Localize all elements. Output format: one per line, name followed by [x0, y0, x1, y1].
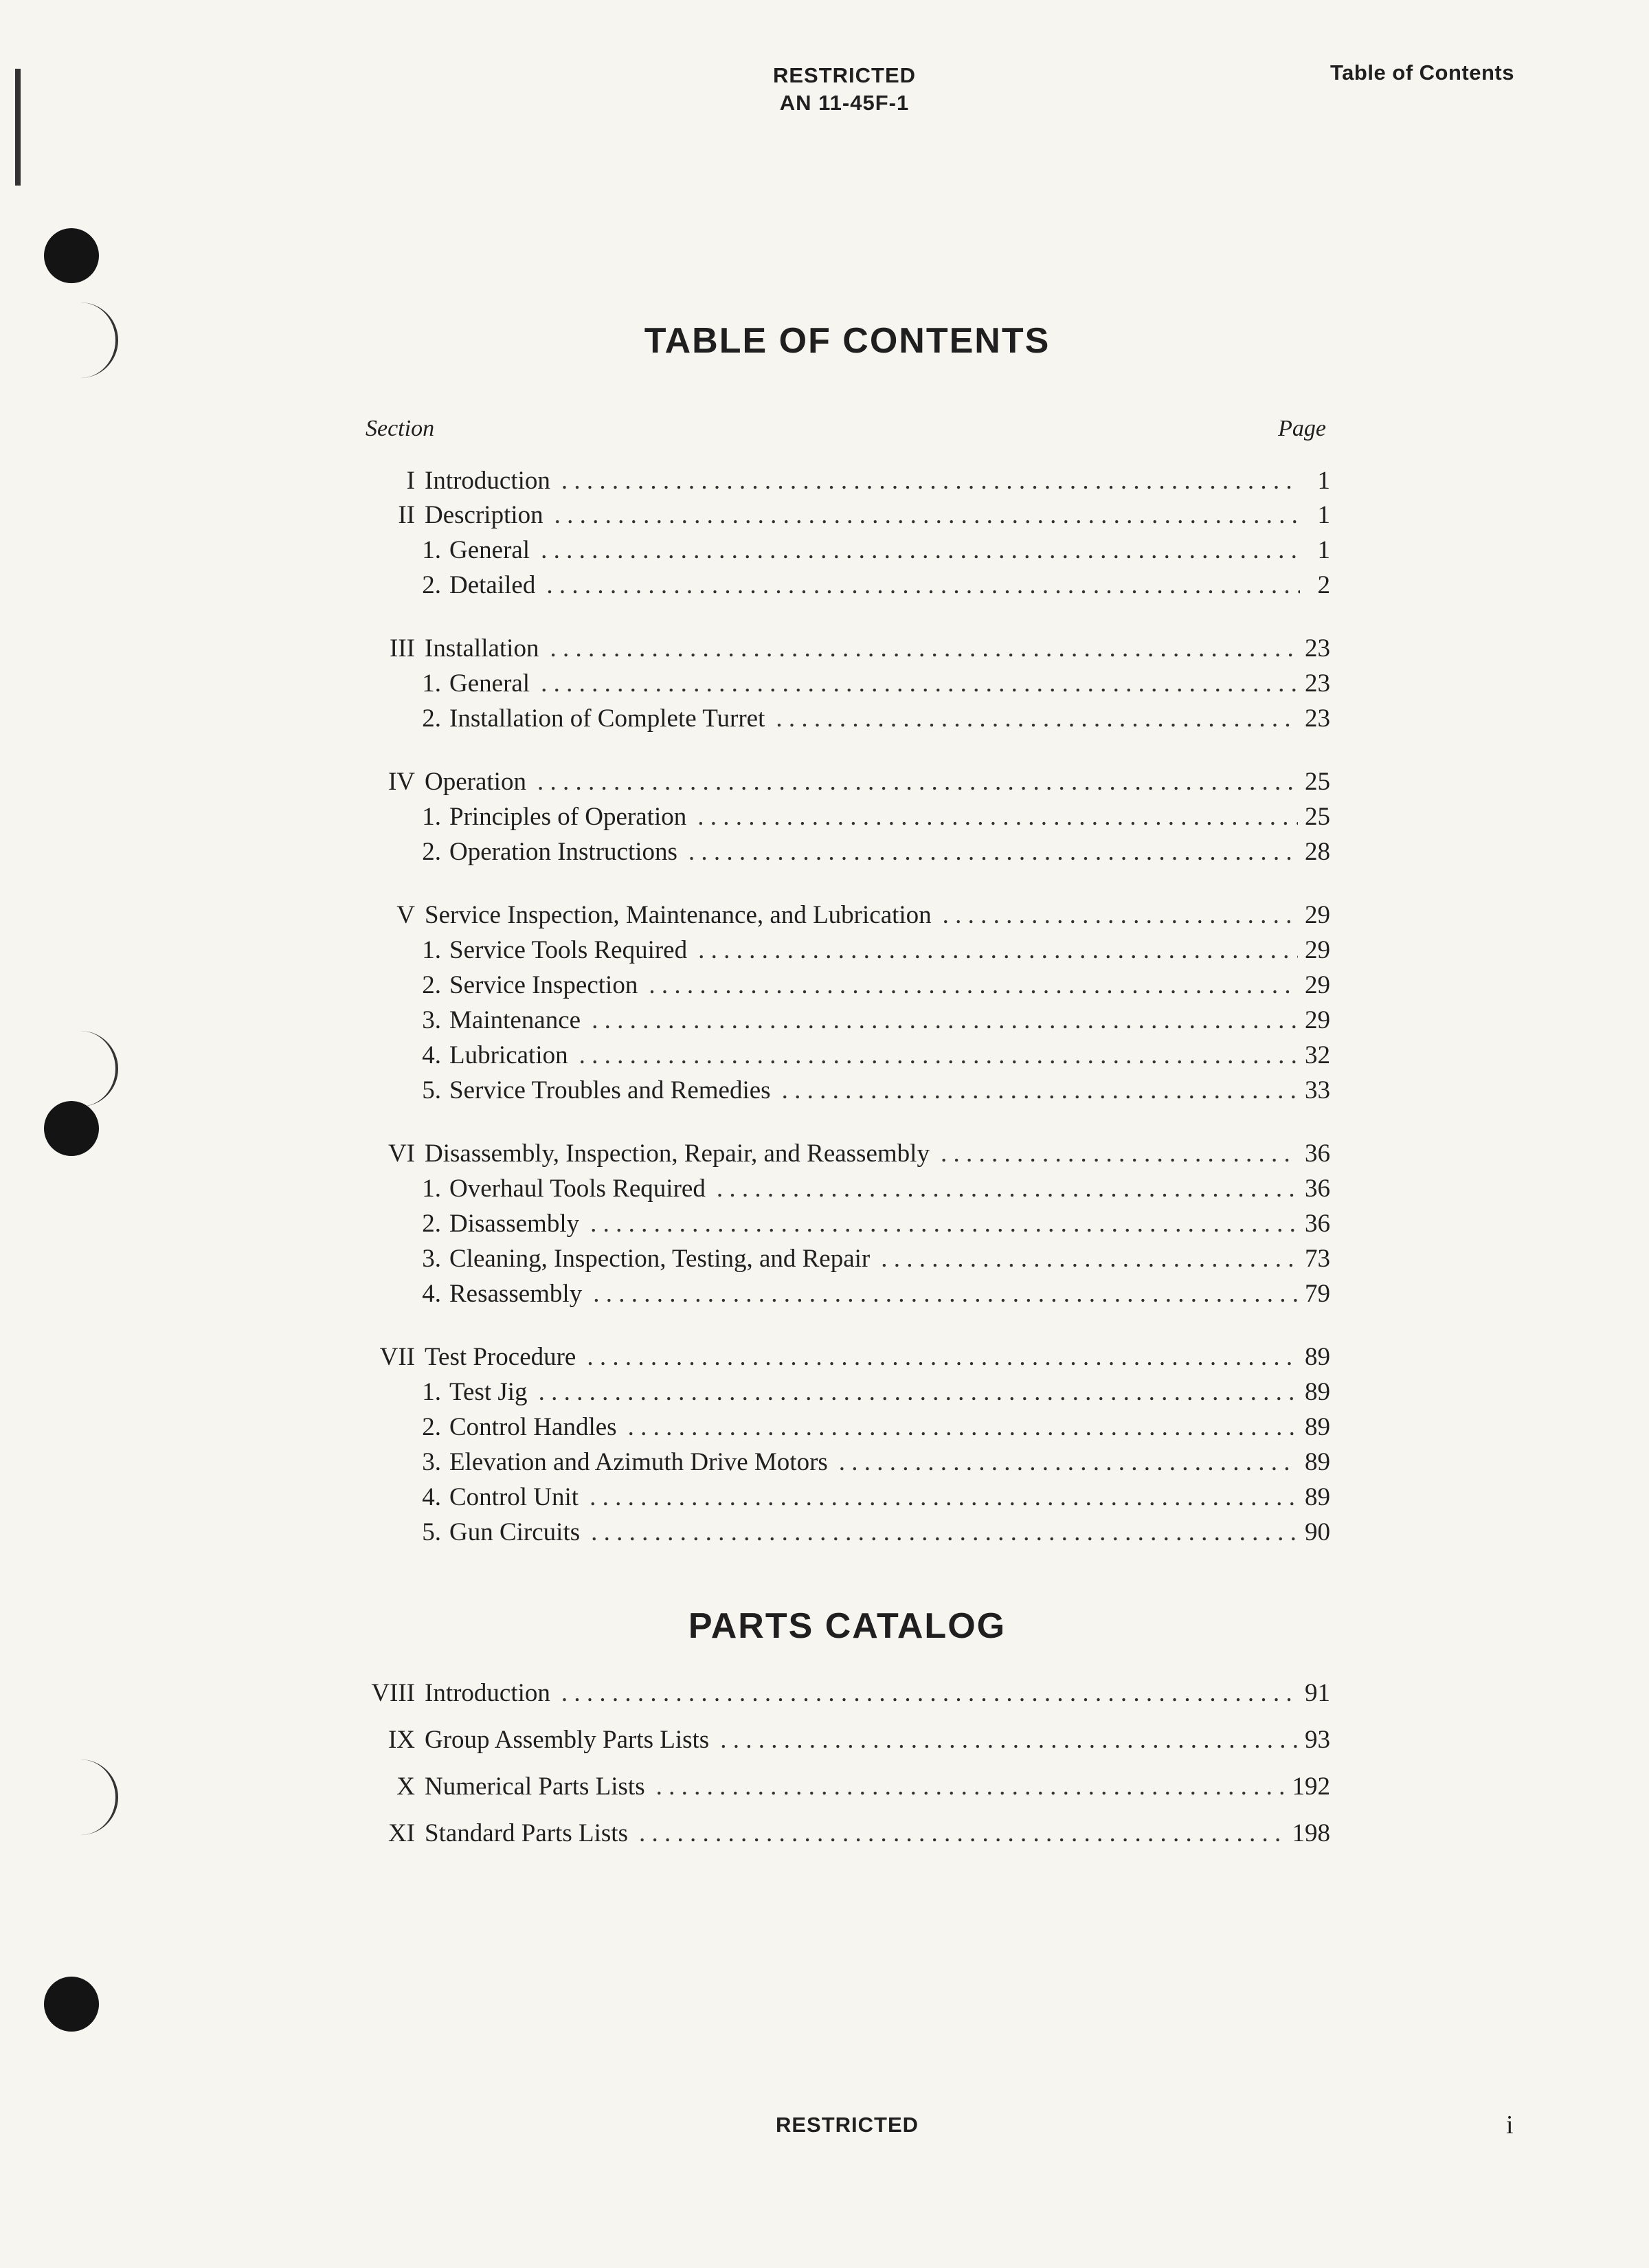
footer-classification: RESTRICTED — [775, 2113, 919, 2137]
binder-hole-middle — [44, 1101, 99, 1156]
entry-page-number: 29 — [1305, 1006, 1330, 1034]
entry-page-number: 89 — [1305, 1343, 1330, 1371]
toc-entry — [316, 704, 1330, 738]
entry-title: Test Jig — [449, 1378, 528, 1406]
toc-entry — [316, 900, 1330, 935]
entry-page-number: 25 — [1305, 768, 1330, 796]
parts-entry — [316, 1678, 1330, 1713]
toc-entry — [316, 1342, 1330, 1377]
dot-leader — [579, 1041, 1298, 1070]
entry-page-number: 192 — [1292, 1772, 1330, 1801]
entry-title: Installation — [425, 634, 539, 663]
toc-entry — [316, 1377, 1330, 1412]
entry-title: Introduction — [425, 467, 550, 495]
entry-title: Detailed — [449, 571, 536, 599]
subsection-number: 1. — [422, 1175, 441, 1203]
toc-entry — [316, 1244, 1330, 1278]
toc-entry — [316, 669, 1330, 703]
subsection-number: 2. — [422, 704, 441, 733]
entry-title: Principles of Operation — [449, 803, 687, 831]
dot-leader — [639, 1819, 1286, 1848]
subsection-number: 4. — [422, 1041, 441, 1069]
entry-page-number: 198 — [1292, 1819, 1330, 1847]
section-number: XI — [388, 1819, 415, 1847]
binder-arc-middle — [67, 1031, 118, 1107]
entry-title: Cleaning, Inspection, Testing, and Repair — [449, 1245, 871, 1273]
entry-page-number: 28 — [1305, 838, 1330, 866]
column-header-section: Section — [366, 416, 435, 441]
entry-page-number: 29 — [1305, 936, 1330, 964]
entry-page-number: 29 — [1305, 971, 1330, 999]
section-number: III — [390, 634, 415, 663]
dot-leader — [941, 1139, 1298, 1168]
toc-title: TABLE OF CONTENTS — [644, 321, 1051, 361]
header-document-number: AN 11-45F-1 — [779, 91, 910, 115]
dot-leader — [839, 1447, 1298, 1477]
section-number: VII — [379, 1343, 415, 1371]
entry-title: General — [449, 536, 530, 564]
subsection-number: 3. — [422, 1448, 441, 1476]
entry-page-number: 1 — [1317, 501, 1330, 529]
entry-title: Gun Circuits — [449, 1518, 581, 1546]
toc-entry — [316, 535, 1330, 570]
subsection-number: 1. — [422, 803, 441, 831]
entry-page-number: 33 — [1305, 1076, 1330, 1104]
entry-page-number: 23 — [1305, 704, 1330, 733]
section-number: X — [396, 1772, 415, 1801]
parts-entry — [316, 1772, 1330, 1806]
entry-title: Operation Instructions — [449, 838, 677, 866]
toc-entry — [316, 1174, 1330, 1208]
entry-title: Standard Parts Lists — [425, 1819, 628, 1847]
section-number: IV — [388, 768, 415, 796]
entry-title: Lubrication — [449, 1041, 568, 1069]
parts-entry — [316, 1819, 1330, 1853]
entry-title: Maintenance — [449, 1006, 581, 1034]
toc-entry — [316, 767, 1330, 801]
binder-arc-lower — [67, 1759, 118, 1835]
section-number: VIII — [371, 1679, 415, 1707]
dot-leader — [593, 1279, 1298, 1309]
entry-title: Control Handles — [449, 1413, 617, 1441]
toc-entry — [316, 500, 1330, 535]
subsection-number: 1. — [422, 1378, 441, 1406]
entry-title: Service Inspection, Maintenance, and Lubrication — [425, 901, 932, 929]
subsection-number: 2. — [422, 1210, 441, 1238]
section-number: IX — [388, 1726, 415, 1754]
toc-entry — [316, 1482, 1330, 1517]
entry-title: Service Inspection — [449, 971, 638, 999]
entry-page-number: 1 — [1317, 536, 1330, 564]
section-number: II — [398, 501, 415, 529]
section-number: V — [396, 901, 415, 929]
dot-leader — [649, 970, 1298, 1000]
entry-title: Resassembly — [449, 1280, 583, 1308]
toc-entry — [316, 1041, 1330, 1075]
entry-title: Operation — [425, 768, 526, 796]
running-head: Table of Contents — [1330, 60, 1514, 85]
entry-page-number: 93 — [1305, 1726, 1330, 1754]
subsection-number: 2. — [422, 571, 441, 599]
entry-title: Disassembly — [449, 1210, 580, 1238]
column-header-page: Page — [1278, 416, 1326, 441]
subsection-number: 2. — [422, 971, 441, 999]
entry-page-number: 91 — [1305, 1679, 1330, 1707]
dot-leader — [782, 1076, 1298, 1105]
subsection-number: 1. — [422, 669, 441, 698]
subsection-number: 2. — [422, 1413, 441, 1441]
entry-page-number: 90 — [1305, 1518, 1330, 1546]
entry-page-number: 89 — [1305, 1448, 1330, 1476]
entry-title: Elevation and Azimuth Drive Motors — [449, 1448, 828, 1476]
entry-page-number: 32 — [1305, 1041, 1330, 1069]
header-classification: RESTRICTED — [772, 63, 917, 87]
dot-leader — [881, 1244, 1298, 1274]
entry-page-number: 23 — [1305, 634, 1330, 663]
entry-title: Control Unit — [449, 1483, 579, 1511]
dot-leader — [656, 1772, 1286, 1801]
dot-leader — [698, 935, 1298, 965]
entry-title: Test Procedure — [425, 1343, 576, 1371]
entry-page-number: 89 — [1305, 1413, 1330, 1441]
entry-title: General — [449, 669, 530, 698]
entry-page-number: 89 — [1305, 1378, 1330, 1406]
dot-leader — [688, 837, 1298, 867]
entry-title: Disassembly, Inspection, Repair, and Reassembly — [425, 1139, 930, 1168]
toc-entry — [316, 1005, 1330, 1040]
section-number: VI — [388, 1139, 415, 1168]
parts-entry — [316, 1725, 1330, 1759]
subsection-number: 3. — [422, 1006, 441, 1034]
entry-page-number: 89 — [1305, 1483, 1330, 1511]
toc-entry — [316, 570, 1330, 605]
subsection-number: 3. — [422, 1245, 441, 1273]
entry-page-number: 1 — [1317, 467, 1330, 495]
dot-leader — [720, 1725, 1298, 1755]
toc-entry — [316, 970, 1330, 1005]
subsection-number: 4. — [422, 1483, 441, 1511]
section-number: I — [406, 467, 415, 495]
toc-entry — [316, 837, 1330, 871]
toc-entry — [316, 634, 1330, 668]
entry-title: Group Assembly Parts Lists — [425, 1726, 710, 1754]
subsection-number: 2. — [422, 838, 441, 866]
subsection-number: 4. — [422, 1280, 441, 1308]
toc-entry — [316, 935, 1330, 970]
page-number: i — [1506, 2111, 1514, 2139]
binder-hole-top — [44, 228, 99, 283]
entry-page-number: 29 — [1305, 901, 1330, 929]
dot-leader — [587, 1342, 1298, 1372]
toc-entry — [316, 1412, 1330, 1447]
dot-leader — [776, 704, 1298, 733]
subsection-number: 1. — [422, 536, 441, 564]
entry-page-number: 36 — [1305, 1210, 1330, 1238]
dot-leader — [539, 1377, 1298, 1407]
dot-leader — [541, 535, 1300, 565]
subsection-number: 5. — [422, 1076, 441, 1104]
dot-leader — [546, 570, 1300, 600]
toc-entry — [316, 1209, 1330, 1243]
parts-catalog-title: PARTS CATALOG — [688, 1606, 1007, 1646]
toc-entry — [316, 1076, 1330, 1110]
entry-title: Service Tools Required — [449, 936, 688, 964]
entry-title: Installation of Complete Turret — [449, 704, 765, 733]
toc-entry — [316, 466, 1330, 500]
entry-page-number: 25 — [1305, 803, 1330, 831]
entry-title: Introduction — [425, 1679, 550, 1707]
toc-entry — [316, 1517, 1330, 1552]
toc-entry — [316, 1139, 1330, 1173]
entry-page-number: 23 — [1305, 669, 1330, 698]
dot-leader — [697, 802, 1298, 832]
toc-entry — [316, 1279, 1330, 1313]
entry-title: Overhaul Tools Required — [449, 1175, 706, 1203]
dot-leader — [717, 1174, 1298, 1203]
entry-title: Numerical Parts Lists — [425, 1772, 645, 1801]
toc-entry — [316, 802, 1330, 836]
entry-page-number: 73 — [1305, 1245, 1330, 1273]
toc-entry — [316, 1447, 1330, 1482]
dot-leader — [561, 1678, 1298, 1708]
dot-leader — [537, 767, 1298, 797]
entry-page-number: 36 — [1305, 1139, 1330, 1168]
binder-hole-bottom — [44, 1977, 99, 2032]
dot-leader — [592, 1005, 1298, 1035]
subsection-number: 1. — [422, 936, 441, 964]
dot-leader — [590, 1482, 1298, 1512]
dot-leader — [590, 1209, 1298, 1238]
dot-leader — [561, 466, 1300, 496]
entry-page-number: 36 — [1305, 1175, 1330, 1203]
dot-leader — [554, 500, 1300, 530]
entry-title: Service Troubles and Remedies — [449, 1076, 771, 1104]
entry-page-number: 2 — [1317, 571, 1330, 599]
dot-leader — [541, 669, 1298, 698]
entry-page-number: 79 — [1305, 1280, 1330, 1308]
dot-leader — [591, 1517, 1298, 1547]
dot-leader — [550, 634, 1298, 663]
entry-title: Description — [425, 501, 543, 529]
subsection-number: 5. — [422, 1518, 441, 1546]
dot-leader — [943, 900, 1298, 930]
dot-leader — [628, 1412, 1298, 1442]
